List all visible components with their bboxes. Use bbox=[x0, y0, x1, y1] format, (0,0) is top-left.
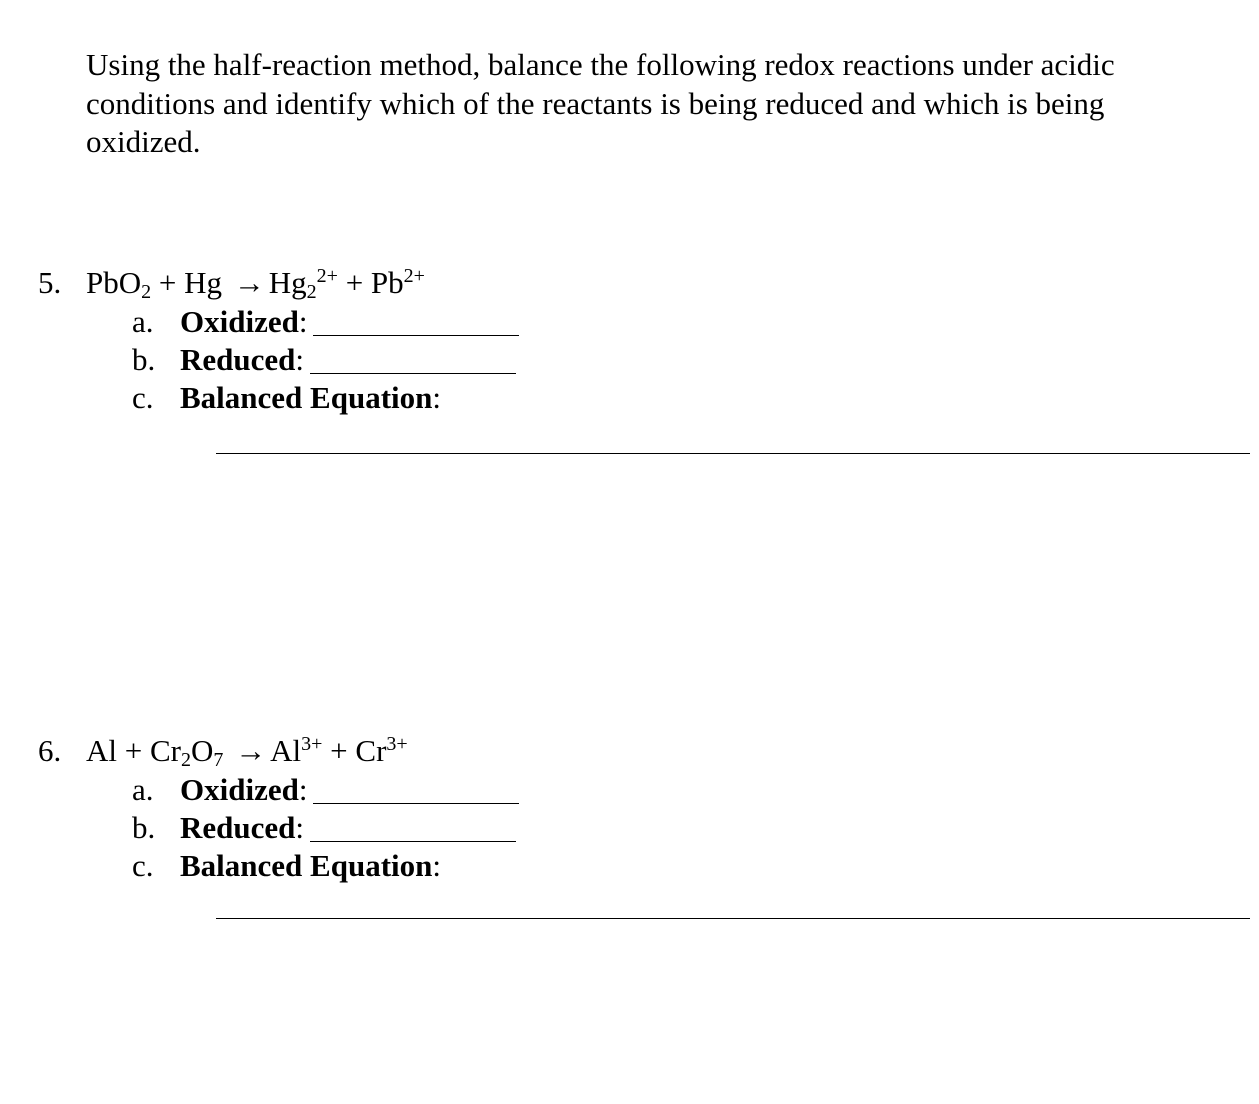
problem-6-questions bbox=[38, 771, 1228, 885]
instructions-text: Using the half-reaction method, balance the following redox reactions under acidic conditions and identify which of the reactants is being reduced and which is being oxidized. bbox=[86, 47, 1115, 159]
reduced-answer-blank[interactable] bbox=[310, 813, 516, 842]
problem-5-equation: 5. $PbO_2 + Hg \to Hg_2^{2+} + Pb^{2+}$ bbox=[38, 265, 425, 303]
oxidized-answer-blank[interactable] bbox=[313, 775, 519, 804]
reduced-question: b. Reduced: bbox=[38, 809, 1228, 847]
balanced-equation-answer-blank[interactable] bbox=[216, 918, 1250, 919]
balanced-equation-question: c. Balanced Equation: bbox=[132, 380, 441, 415]
oxidized-question: a. Oxidized: bbox=[38, 303, 1228, 341]
oxidized-question: a. Oxidized: bbox=[38, 771, 1228, 809]
reduced-answer-blank[interactable] bbox=[310, 345, 516, 374]
problem-5-questions bbox=[38, 303, 1228, 417]
reaction-arrow-icon: → bbox=[235, 733, 267, 768]
problem-5 bbox=[38, 263, 1228, 417]
reaction-arrow-icon: → bbox=[233, 265, 265, 300]
balanced-equation-question: c. Balanced Equation: bbox=[132, 848, 441, 883]
problem-6-equation: 6. $Al + Cr_2O_7 \to Al^{3+} + Cr^{3+}$ bbox=[38, 733, 408, 771]
problem-6 bbox=[38, 731, 1228, 885]
balanced-equation-answer-blank[interactable] bbox=[216, 453, 1250, 454]
problem-number: 5. bbox=[38, 265, 62, 300]
reduced-question: b. Reduced: bbox=[38, 341, 1228, 379]
problem-number: 6. bbox=[38, 733, 62, 768]
oxidized-answer-blank[interactable] bbox=[313, 307, 519, 336]
